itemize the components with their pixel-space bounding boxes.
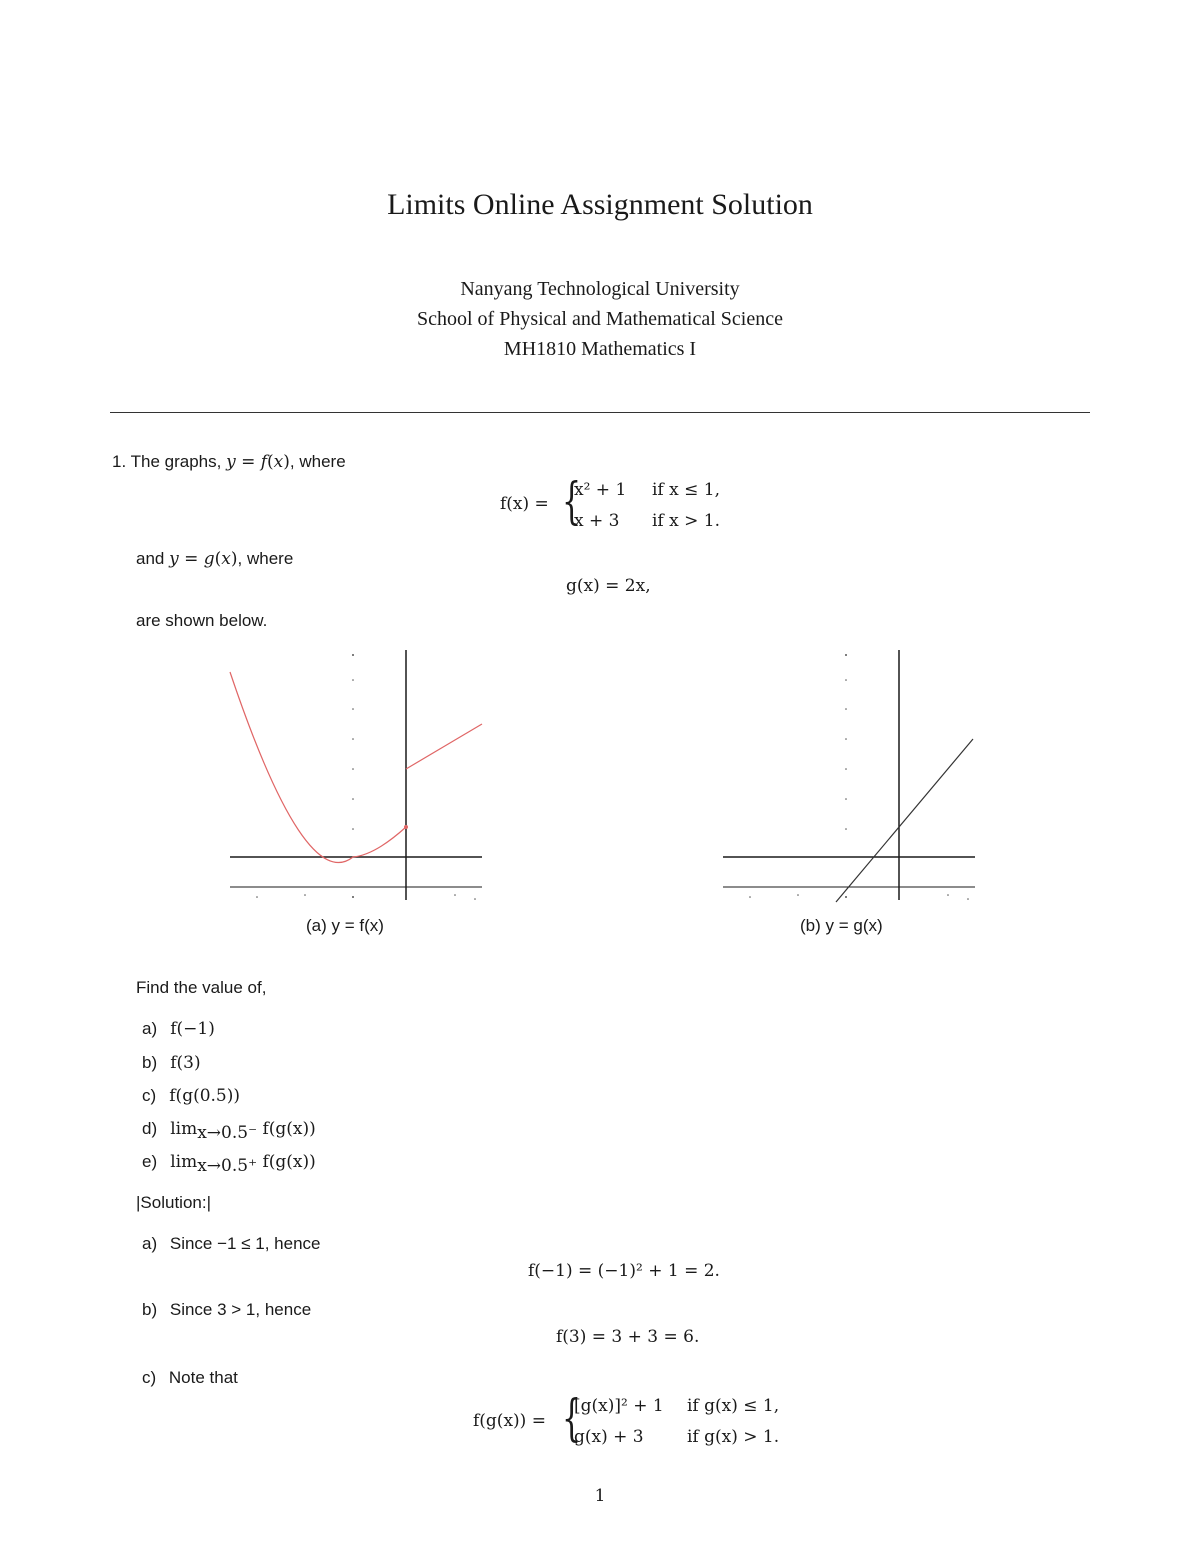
part-e: e) $\lim_{x\to 0.5^+} f(g(x))$ xyxy=(142,1152,316,1177)
fg-case2-cond: if g(x) > 1. xyxy=(687,1427,780,1447)
graph-f xyxy=(225,645,490,910)
page-title: Limits Online Assignment Solution xyxy=(387,188,813,221)
caption-b: (b) y = g(x) xyxy=(800,916,883,935)
f-def-brace: { xyxy=(562,472,582,530)
solution-b: b) Since 3 > 1, hence xyxy=(142,1300,312,1319)
graph-f-parabola xyxy=(230,672,406,863)
fg-case2-expr: g(x) + 3 xyxy=(574,1427,644,1447)
f-case1-expr: x² + 1 xyxy=(574,480,627,500)
fg-def-lhs: f(g(x)) = xyxy=(473,1411,546,1431)
shown-below-text: are shown below. xyxy=(136,611,268,630)
part-c: c) f(g(0.5)) xyxy=(142,1086,241,1106)
solution-b-display: f(3) = 3 + 3 = 6. xyxy=(556,1327,700,1347)
header-rule xyxy=(110,412,1090,413)
f-case2-cond: if x > 1. xyxy=(652,511,720,531)
part-a: a) f(−1) xyxy=(142,1019,215,1039)
caption-a: (a) y = f(x) xyxy=(306,916,384,935)
graph-f-ticks xyxy=(256,654,476,900)
graph-g-line xyxy=(836,739,973,902)
graph-f-line xyxy=(406,724,482,769)
graph-f-endpoint xyxy=(404,825,408,829)
fg-case1-expr: [g(x)]² + 1 xyxy=(574,1396,664,1416)
f-def-lhs: f(x) = xyxy=(500,494,549,514)
solution-label: |Solution:| xyxy=(136,1193,211,1212)
solution-a-display: f(−1) = (−1)² + 1 = 2. xyxy=(528,1261,720,1281)
solution-c: c) Note that xyxy=(142,1368,238,1387)
part-b: b) f(3) xyxy=(142,1053,201,1073)
g-def: g(x) = 2x, xyxy=(566,576,651,596)
problem-number: 1. xyxy=(112,452,127,471)
affiliation-university: Nanyang Technological University xyxy=(460,278,740,300)
graph-g xyxy=(718,645,983,910)
part-d: d) $\lim_{x\to 0.5^-} f(g(x))$ xyxy=(142,1119,316,1144)
fg-case1-cond: if g(x) ≤ 1, xyxy=(687,1396,780,1416)
g-intro: and y = g(x), where xyxy=(136,549,294,569)
graph-f-axes xyxy=(230,650,482,900)
graph-g-ticks xyxy=(749,654,969,900)
affiliation-course: MH1810 Mathematics I xyxy=(503,338,697,360)
f-case2-expr: x + 3 xyxy=(574,511,620,531)
graph-g-axes xyxy=(723,650,975,900)
solution-a: a) Since −1 ≤ 1, hence xyxy=(142,1234,321,1253)
find-text: Find the value of, xyxy=(136,978,267,997)
affiliation-school: School of Physical and Mathematical Science xyxy=(416,308,783,330)
page-number: 1 xyxy=(594,1486,606,1506)
f-case1-cond: if x ≤ 1, xyxy=(652,480,720,500)
fg-def-brace: { xyxy=(562,1389,582,1447)
problem-intro: 1. The graphs, y = f(x), where xyxy=(112,452,346,472)
